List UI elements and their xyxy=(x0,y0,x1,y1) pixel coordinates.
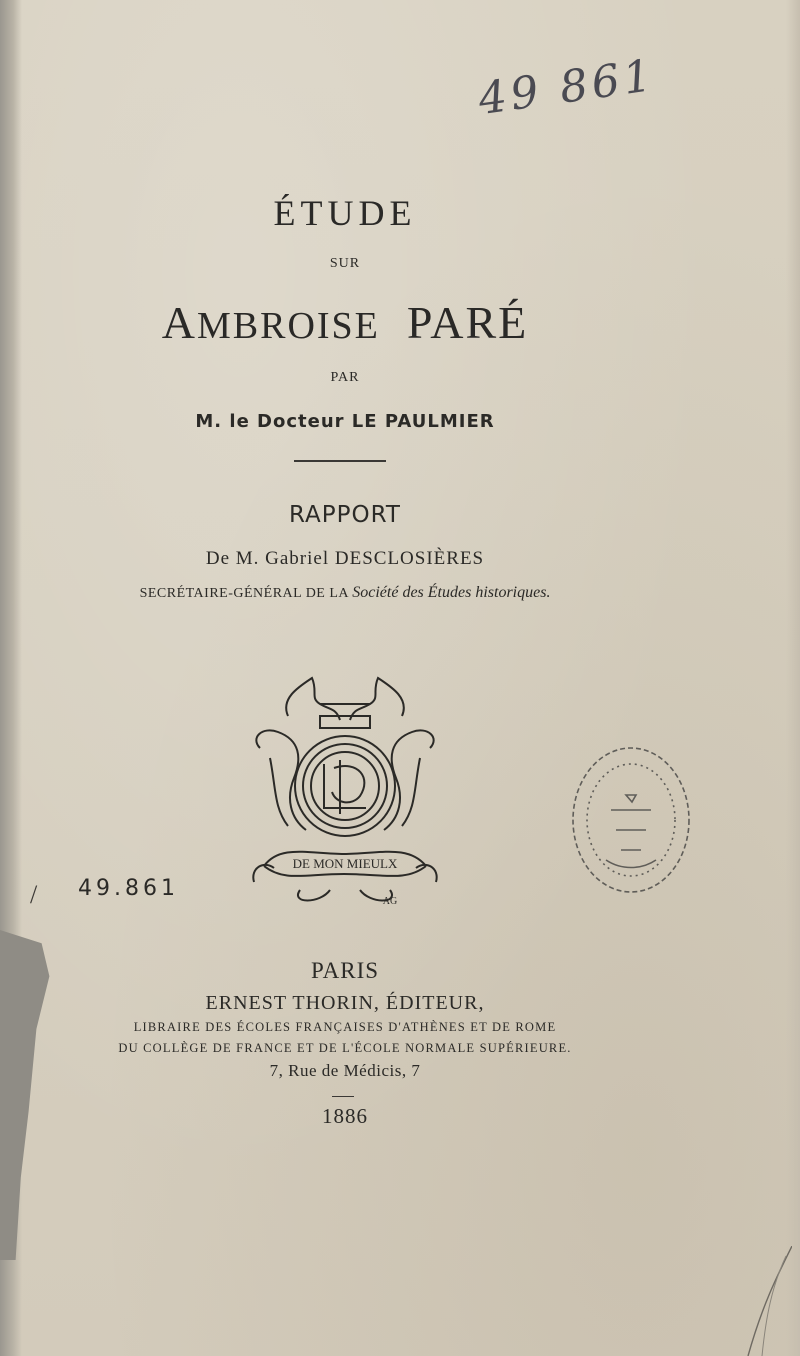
subject-last-name: PARÉ xyxy=(406,297,529,348)
imprint-city: PARIS xyxy=(310,958,380,983)
page-edge-right xyxy=(786,0,800,1356)
report-heading: RAPPORT xyxy=(289,502,401,528)
title: ÉTUDE xyxy=(273,193,417,233)
paper-crack xyxy=(722,1246,792,1356)
emblem-monogram: AG xyxy=(382,896,398,907)
library-stamp-icon xyxy=(566,740,696,900)
secretary-line xyxy=(0,584,690,602)
pencil-mark: / xyxy=(30,880,38,909)
divider xyxy=(294,460,386,462)
imprint-publisher: ERNEST THORIN, ÉDITEUR, xyxy=(205,992,485,1014)
publisher-emblem-icon xyxy=(240,668,450,908)
shelfmark: 49.861 xyxy=(78,876,179,901)
subject-initial: A xyxy=(161,297,197,348)
year-dash xyxy=(332,1096,354,1097)
rapporteur: De M. Gabriel DESCLOSIÈRES xyxy=(205,548,485,569)
emblem-motto: DE MON MIEULX xyxy=(292,856,398,871)
imprint-address: 7, Rue de Médicis, 7 xyxy=(269,1061,421,1080)
handwritten-number: 49 861 xyxy=(475,49,659,126)
society-name: Société des Études historiques. xyxy=(352,584,551,601)
secretary-role: SECRÉTAIRE-GÉNÉRAL DE LA xyxy=(139,586,349,601)
imprint-line-1: LIBRAIRE DES ÉCOLES FRANÇAISES D'ATHÈNES ET DE ROME xyxy=(133,1020,557,1034)
connector-sur: SUR xyxy=(329,256,361,271)
subject-first-name: MBROISE xyxy=(196,305,380,347)
subject-name xyxy=(0,296,690,349)
imprint-line-2: DU COLLÈGE DE FRANCE ET DE L'ÉCOLE NORMALE SUPÉRIEURE. xyxy=(118,1041,572,1055)
connector-par: PAR xyxy=(330,370,360,385)
author: M. le Docteur LE PAULMIER xyxy=(195,411,495,432)
imprint-year: 1886 xyxy=(322,1104,368,1128)
